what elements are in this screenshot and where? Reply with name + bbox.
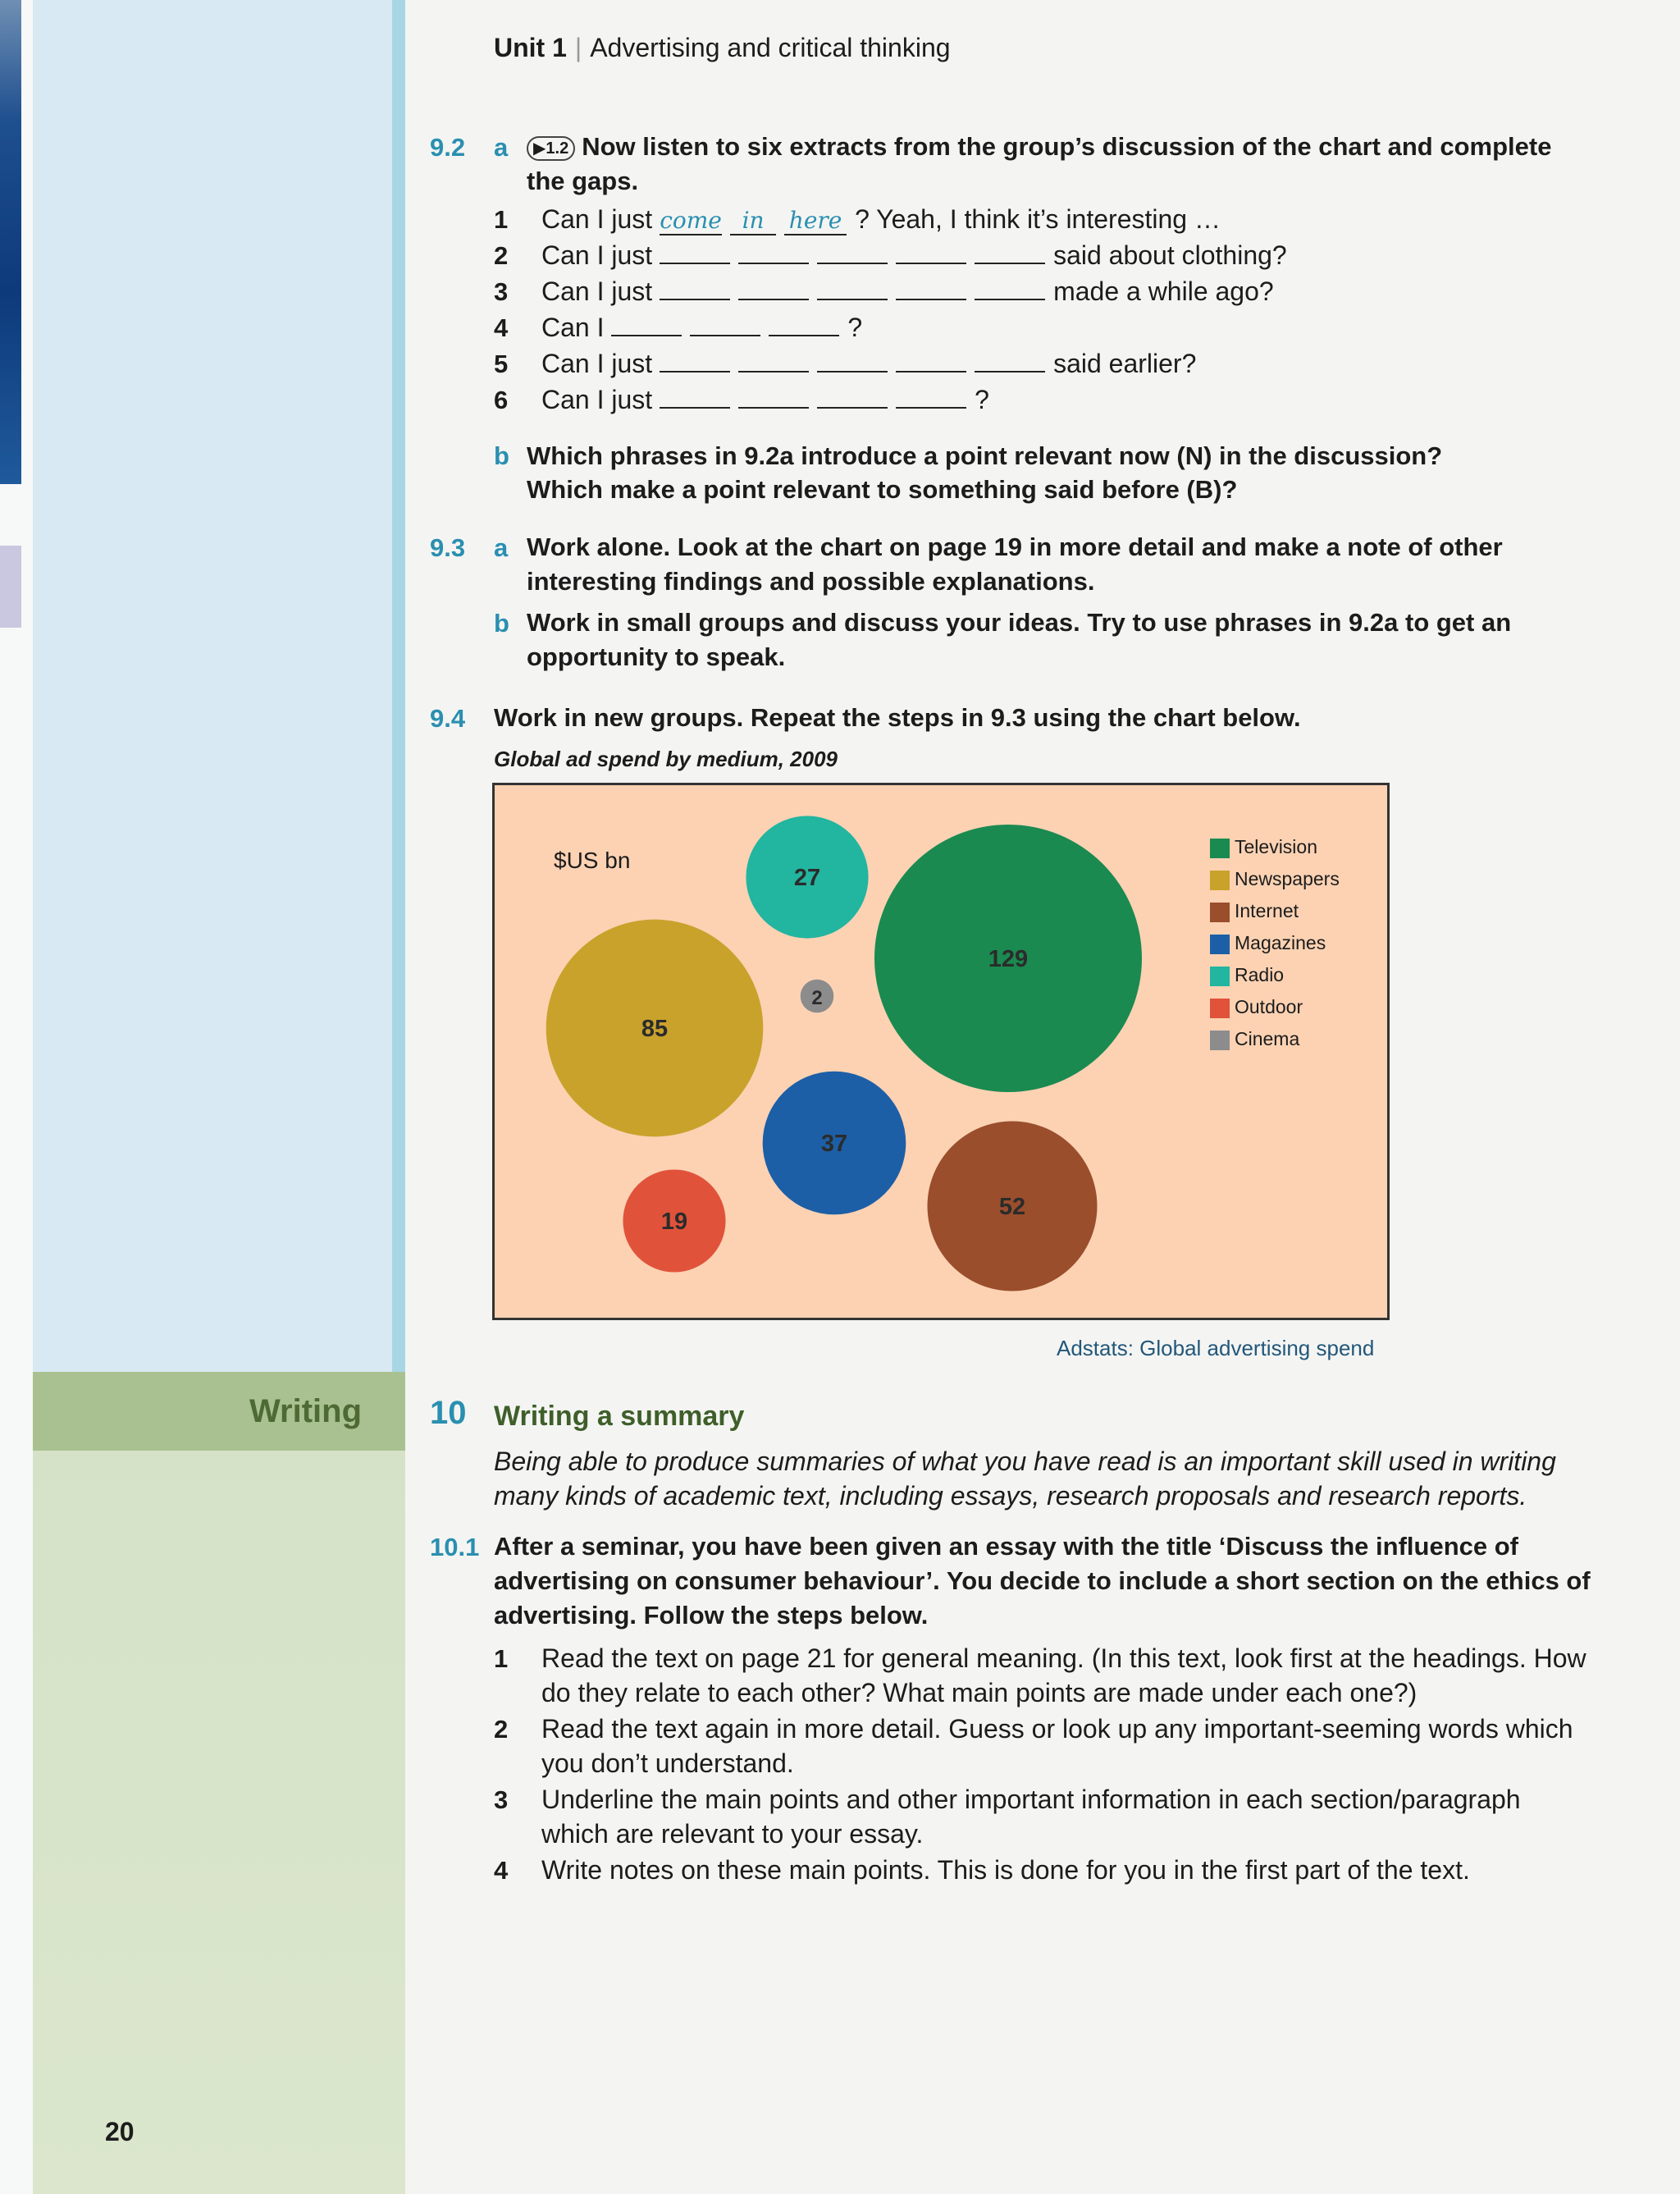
bubble-cinema [801,980,834,1013]
legend-item [1210,996,1303,1018]
legend-label: Newspapers [1235,868,1340,889]
exercise-number: 10 [430,1395,467,1431]
instruction-text [527,130,1551,163]
blank-gap[interactable] [817,238,888,264]
legend-swatch [1210,839,1230,858]
filled-gap: come [660,207,722,234]
audio-track-number: 1.2 [546,139,569,158]
audio-track-icon[interactable]: ▶︎1.2 [527,136,575,161]
page-number: 20 [105,2117,135,2146]
legend-label: Magazines [1235,932,1326,953]
instruction-line: opportunity to speak. [527,642,786,671]
item-start-text: Can I just [541,240,653,270]
left-margin-edge [392,0,405,1372]
running-header [494,33,951,63]
blank-gap[interactable] [817,346,888,373]
gap-fill-item [541,202,1221,236]
legend-item [1210,1028,1299,1050]
part-letter: b [494,609,509,638]
item-number: 3 [494,277,509,306]
blank-gap[interactable] [975,346,1045,373]
exercise-number: 9.2 [430,133,466,162]
blank-gap[interactable] [690,310,760,336]
intro-line: many kinds of academic text, including essays, research proposals and research reports. [494,1481,1527,1511]
margin-tab [0,546,21,628]
intro-line: Being able to produce summaries of what you have read is an important skill used in writing [494,1447,1556,1476]
item-start-text: Can I just [541,204,653,234]
item-number: 4 [494,313,509,342]
step-text: you don’t understand. [541,1748,794,1778]
blank-gap[interactable] [975,238,1045,264]
section-title: Writing a summary [494,1401,745,1432]
item-start-text: Can I [541,313,605,342]
legend-label: Cinema [1235,1028,1300,1049]
legend-label: Outdoor [1235,996,1303,1017]
item-end-text: ? [847,313,863,342]
part-letter: a [494,533,509,562]
instruction-line: Work alone. Look at the chart on page 19 in more detail and make a note of other [527,533,1503,561]
legend-swatch [1210,903,1230,922]
step-text: Write notes on these main points. This is done for you in the first part of the text. [541,1855,1470,1885]
bubble-magazines [763,1072,906,1215]
blank-gap[interactable] [660,238,730,264]
gap-fill-item [541,238,1287,272]
instruction-line: interesting findings and possible explanations. [527,567,1095,596]
bubble-television [874,825,1142,1092]
instruction-line: Which phrases in 9.2a introduce a point relevant now (N) in the discussion? [527,441,1443,470]
blank-gap[interactable] [738,346,809,373]
part-letter: b [494,441,509,470]
bubble-value-label: 2 [811,987,823,1009]
instruction-line: Which make a point relevant to something said before (B)? [527,475,1238,504]
blank-gap[interactable] [817,274,888,300]
bubble-value-label: 129 [988,946,1029,972]
step-text: do they relate to each other? What main points are made under each one?) [541,1678,1418,1707]
bubble-chart [492,783,1390,1320]
unit-title: Advertising and critical thinking [590,33,951,62]
section-label: Writing [249,1393,363,1429]
item-number: 6 [494,386,509,414]
item-end-text: said about clothing? [1053,240,1287,270]
step-number: 2 [494,1715,509,1744]
gap-fill-item [541,274,1274,309]
bubble-outdoor [623,1169,725,1272]
item-number: 2 [494,241,509,270]
exercise-number: 9.4 [430,704,466,733]
item-number: 1 [494,205,509,234]
blank-gap[interactable] [817,382,888,409]
blank-gap[interactable] [896,346,966,373]
legend-item [1210,836,1317,858]
instruction-line: After a seminar, you have been given an essay with the title ‘Discuss the influence of [494,1532,1518,1561]
legend-item [1210,932,1326,954]
bubble-value-label: 37 [820,1131,848,1157]
legend-label: Television [1235,836,1317,857]
legend-swatch [1210,999,1230,1018]
filled-gap: here [784,208,847,235]
bubble-newspapers [546,920,764,1137]
blank-gap[interactable] [769,310,839,336]
margin-photo-strip [0,0,21,484]
instruction-line: advertising on consumer behaviour’. You decide to include a short section on the ethics of [494,1566,1591,1595]
filled-gap: in [730,208,776,235]
chart-title: Global ad spend by medium, 2009 [494,747,838,771]
item-start-text: Can I just [541,385,653,414]
blank-gap[interactable] [738,274,809,300]
legend-item [1210,964,1284,986]
bubble-radio [746,816,868,938]
step-text: Read the text again in more detail. Guess or look up any important-seeming words which [541,1714,1573,1744]
legend-item [1210,868,1340,890]
chart-source: Adstats: Global advertising spend [1057,1336,1375,1360]
writing-margin-panel [33,1372,405,2194]
bubble-value-label: 85 [641,1016,669,1042]
gap-fill-item [541,346,1196,381]
blank-gap[interactable] [975,274,1045,300]
item-end-text: said earlier? [1053,349,1197,378]
blank-gap[interactable] [660,382,730,409]
blank-gap[interactable] [896,274,966,300]
item-start-text: Can I just [541,277,653,306]
unit-label: Unit 1 [494,33,567,62]
header-separator: | [574,33,582,62]
item-start-text: Can I just [541,349,653,378]
gap-fill-item [541,382,989,417]
item-end-text: ? Yeah, I think it’s interesting … [855,204,1221,234]
item-end-text: made a while ago? [1053,277,1274,306]
blank-gap[interactable] [660,274,730,300]
bubble-value-label: 52 [998,1194,1026,1220]
step-text: Underline the main points and other important information in each section/paragraph [541,1785,1521,1814]
blank-gap[interactable] [896,238,966,264]
blank-gap[interactable] [738,382,809,409]
bubble-value-label: 27 [793,865,821,891]
part-letter: a [494,133,509,162]
step-number: 3 [494,1785,509,1814]
instruction-line: Work in new groups. Repeat the steps in 9.3 using the chart below. [494,703,1301,732]
legend-item [1210,900,1299,922]
legend-swatch [1210,935,1230,954]
chart-unit-label: $US bn [554,848,631,873]
step-text: which are relevant to your essay. [541,1819,924,1849]
legend-swatch [1210,871,1230,890]
gap-fill-item [541,310,862,345]
exercise-number: 9.3 [430,533,466,562]
bubble-value-label: 19 [660,1209,688,1235]
bubble-internet [928,1122,1098,1291]
instruction-line: Work in small groups and discuss your ideas. Try to use phrases in 9.2a to get an [527,608,1512,637]
blank-gap[interactable] [611,310,682,336]
exercise-number: 10.1 [430,1533,480,1561]
legend-label: Radio [1235,964,1285,985]
step-number: 4 [494,1856,509,1885]
legend-swatch [1210,967,1230,986]
blank-gap[interactable] [660,346,730,373]
item-end-text: ? [975,385,989,414]
item-number: 5 [494,350,509,378]
legend-swatch [1210,1031,1230,1050]
blank-gap[interactable] [896,382,966,409]
blank-gap[interactable] [738,238,809,264]
step-text: Read the text on page 21 for general meaning. (In this text, look first at the headings. How [541,1643,1586,1673]
left-margin-panel [33,0,392,1372]
instruction-line: the gaps. [527,167,639,195]
instruction-line: Now listen to six extracts from the group’s discussion of the chart and complete [582,132,1552,161]
instruction-line: advertising. Follow the steps below. [494,1601,929,1630]
legend-label: Internet [1235,900,1299,921]
step-number: 1 [494,1644,509,1673]
